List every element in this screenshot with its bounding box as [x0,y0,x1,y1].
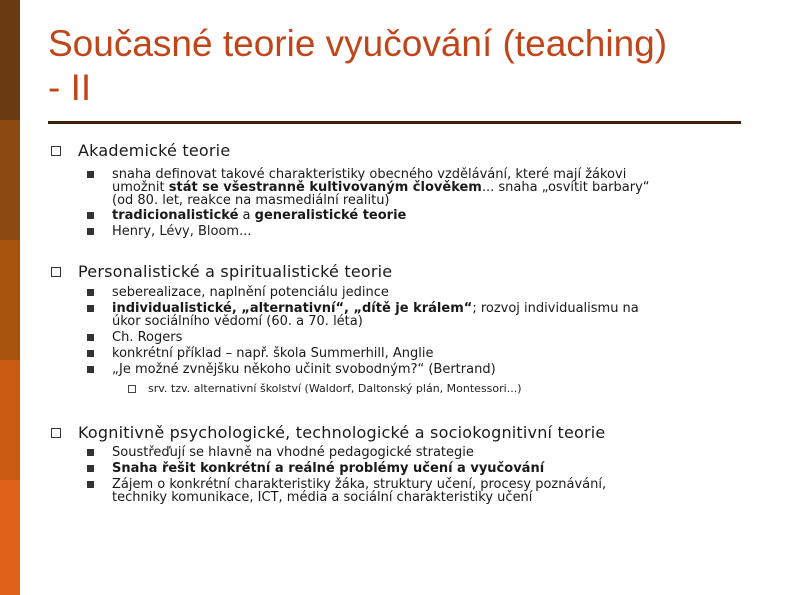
list-item: snaha definovat takové charakteristiky obecného vzdělávání, které mají žákovi umožnit stát se všestranně kultivovaným člověkem... snaha „osvítit barbary“ (od 80. let, reakce na masmediální realitu) [48,168,768,207]
list-item: seberealizace, naplnění potenciálu jedince [48,286,768,299]
section-heading: Kognitivně psychologické, technologické a sociokognitivní teorie [48,423,768,443]
sidebar-segment [0,360,20,480]
bullet-list [48,286,768,376]
square-bullet-icon [87,350,94,357]
title-line-2: - II [48,67,92,108]
list-item: tradicionalistické a generalistické teorie [48,209,768,222]
square-bullet-icon [87,212,94,219]
section-academic [48,141,768,241]
hollow-square-bullet-icon [51,267,61,277]
section-cognitive [48,423,768,507]
square-bullet-icon [87,305,94,312]
title-divider [48,121,741,124]
list-item: konkrétní příklad – např. škola Summerhill, Anglie [48,347,768,360]
slide-title [48,22,768,110]
list-item: Henry, Lévy, Bloom... [48,225,768,238]
square-bullet-icon [87,289,94,296]
hollow-square-bullet-icon [51,146,61,156]
square-bullet-icon [87,465,94,472]
sidebar-segment [0,120,20,240]
hollow-square-bullet-icon [51,428,61,438]
square-bullet-icon [87,171,94,178]
section-heading: Personalistické a spiritualistické teorie [48,262,768,282]
square-bullet-icon [87,366,94,373]
sidebar-segment [0,480,20,595]
section-heading: Akademické teorie [48,141,768,161]
hollow-square-bullet-icon [128,385,136,393]
list-item: Ch. Rogers [48,331,768,344]
sidebar-segment [0,240,20,360]
square-bullet-icon [87,334,94,341]
decorative-sidebar [0,0,20,595]
list-item: Zájem o konkrétní charakteristiky žáka, struktury učení, procesy poznávání, techniky komunikace, ICT, média a sociální charakteristiky učení [48,478,768,504]
bullet-list [48,446,768,504]
title-line-1: Současné teorie vyučování (teaching) [48,23,668,64]
square-bullet-icon [87,228,94,235]
square-bullet-icon [87,449,94,456]
list-item: Soustřeďují se hlavně na vhodné pedagogické strategie [48,446,768,459]
section-personalistic [48,262,768,395]
sidebar-segment [0,0,20,120]
list-item: individualistické, „alternativní“, „dítě je králem“; rozvoj individualismu na úkor sociálního vědomí (60. a 70. léta) [48,302,768,328]
list-item: „Je možné zvnějšku někoho učinit svobodným?“ (Bertrand) [48,363,768,376]
sub-list-item: srv. tzv. alternativní školství (Waldorf, Daltonský plán, Montessori...) [48,382,768,395]
square-bullet-icon [87,481,94,488]
bullet-list [48,168,768,238]
list-item: Snaha řešit konkrétní a reálné problémy učení a vyučování [48,462,768,475]
